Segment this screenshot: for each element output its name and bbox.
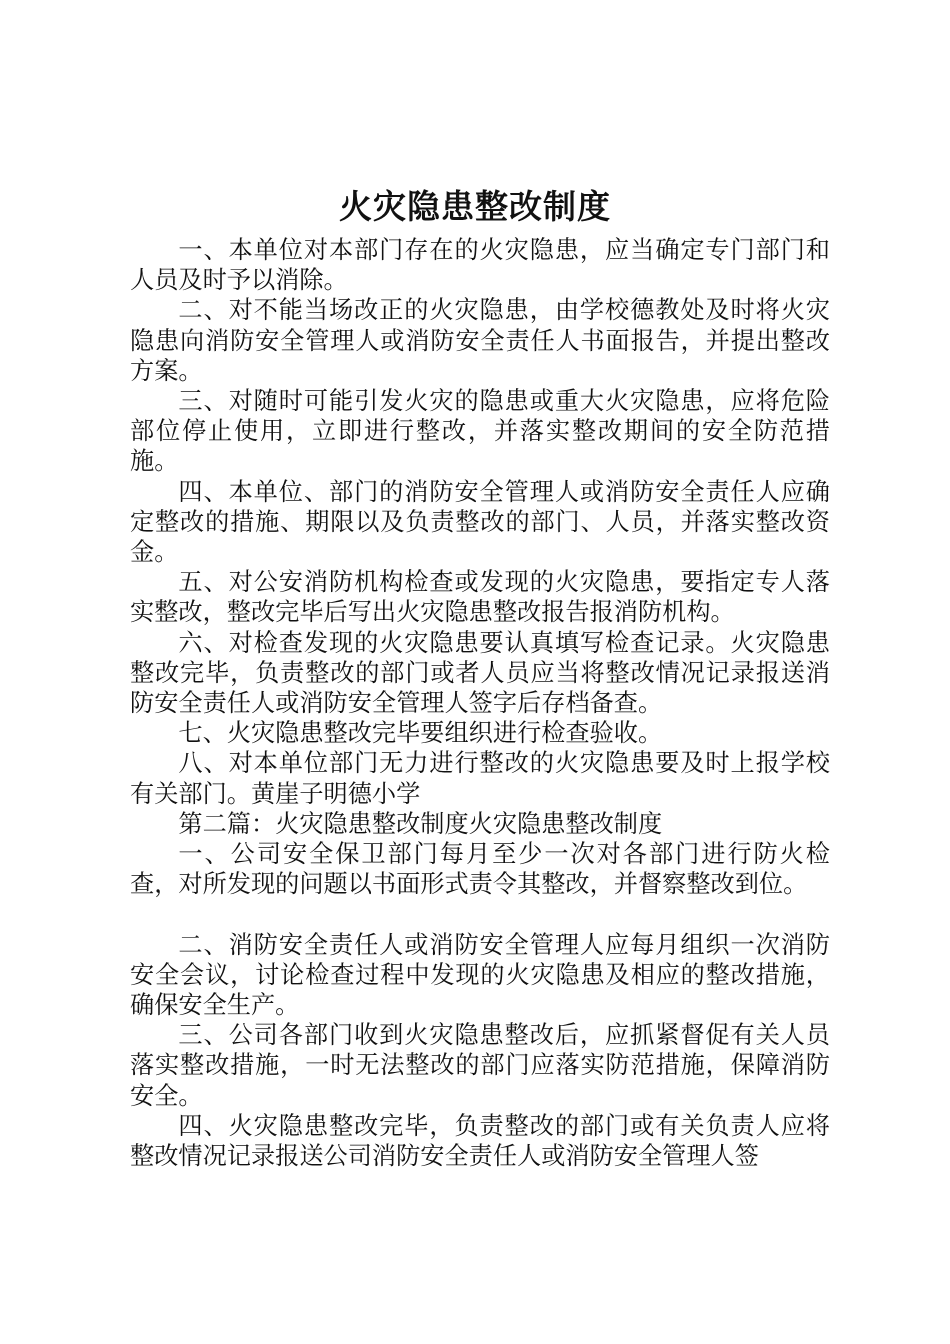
blank-line — [130, 899, 830, 929]
part-two-paragraph-4: 四、火灾隐患整改完毕，负责整改的部门或有关负责人应将整改情况记录报送公司消防安全责任人或消防安全管理人签 — [130, 1111, 830, 1171]
paragraph-1: 一、本单位对本部门存在的火灾隐患，应当确定专门部门和人员及时予以消除。 — [130, 236, 830, 295]
paragraph-2: 二、对不能当场改正的火灾隐患，由学校德教处及时将火灾隐患向消防安全管理人或消防安全责任人书面报告，并提出整改方案。 — [130, 296, 830, 385]
paragraph-8: 八、对本单位部门无力进行整改的火灾隐患要及时上报学校有关部门。黄崖子明德小学 — [130, 749, 830, 808]
section-heading-part-two: 第二篇：火灾隐患整改制度火灾隐患整改制度 — [178, 809, 663, 838]
part-two-paragraph-3: 三、公司各部门收到火灾隐患整改后，应抓紧督促有关人员落实整改措施，一时无法整改的部门应落实防范措施，保障消防安全。 — [130, 1021, 830, 1110]
paragraph-6: 六、对检查发现的火灾隐患要认真填写检查记录。火灾隐患整改完毕，负责整改的部门或者人员应当将整改情况记录报送消防安全责任人或消防安全管理人签字后存档备查。 — [130, 628, 830, 718]
paragraph-7: 七、火灾隐患整改完毕要组织进行检查验收。 — [178, 719, 663, 748]
part-two-paragraph-2: 二、消防安全责任人或消防安全管理人应每月组织一次消防安全会议，讨论检查过程中发现的火灾隐患及相应的整改措施，确保安全生产。 — [130, 930, 830, 1020]
paragraph-4: 四、本单位、部门的消防安全管理人或消防安全责任人应确定整改的措施、期限以及负责整改的部门、人员，并落实整改资金。 — [130, 477, 830, 567]
paragraph-5: 五、对公安消防机构检查或发现的火灾隐患，要指定专人落实整改，整改完毕后写出火灾隐患整改报告报消防机构。 — [130, 568, 830, 627]
part-two-paragraph-1: 一、公司安全保卫部门每月至少一次对各部门进行防火检查，对所发现的问题以书面形式责令其整改，并督察整改到位。 — [130, 840, 830, 899]
paragraph-3: 三、对随时可能引发火灾的隐患或重大火灾隐患，应将危险部位停止使用，立即进行整改，并落实整改期间的安全防范措施。 — [130, 387, 830, 476]
document-title: 火灾隐患整改制度 — [339, 187, 611, 226]
document-body — [130, 235, 830, 1171]
